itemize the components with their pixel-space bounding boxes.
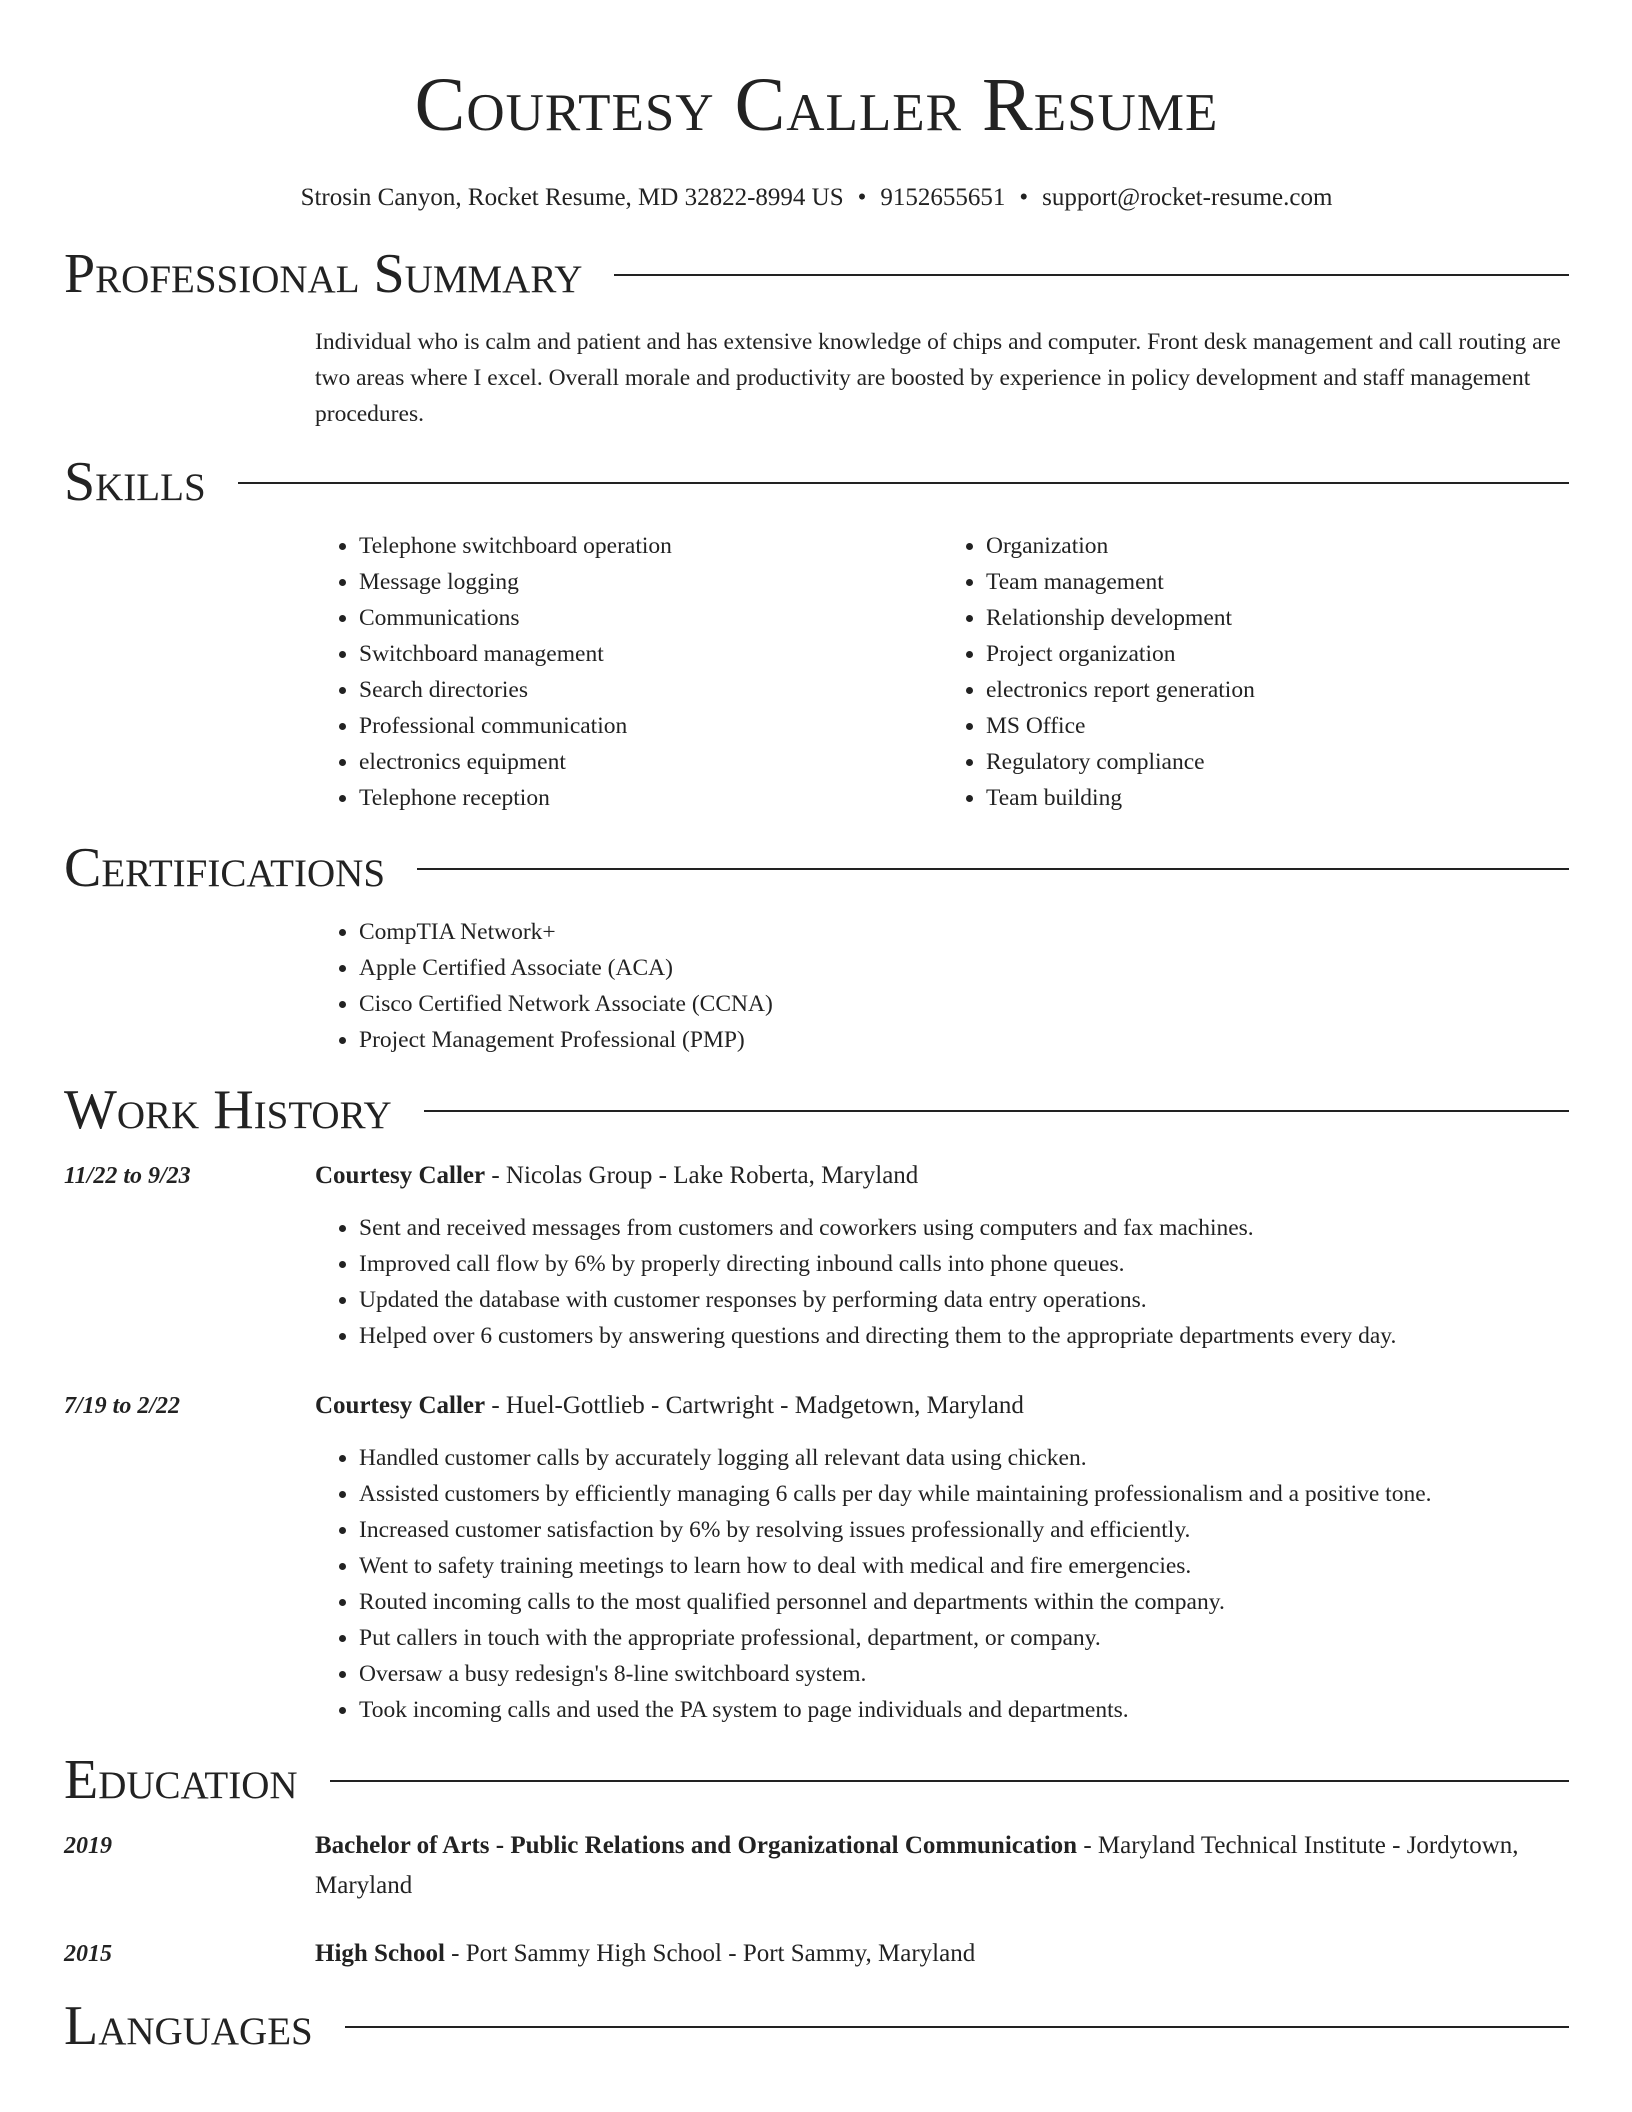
contact-email: support@rocket-resume.com — [1042, 184, 1333, 211]
work-history-section — [64, 1080, 1569, 1728]
job-employer: - Huel-Gottlieb - Cartwright - Madgetown, Maryland — [485, 1392, 1024, 1419]
skill-item: • Team building — [986, 780, 1569, 816]
skill-item: • Team management — [986, 564, 1569, 600]
education-year: 2015 — [64, 1941, 112, 1967]
job-bullet: • Routed incoming calls to the most qualified personnel and departments within the company. — [359, 1584, 1569, 1620]
skills-title: Skills — [64, 451, 206, 513]
certification-item: • CompTIA Network+ — [359, 914, 1569, 950]
job-body — [315, 1386, 1569, 1728]
job-bullet: • Assisted customers by efficiently managing 6 calls per day while maintaining professionalism and a positive tone. — [359, 1476, 1569, 1512]
section-heading — [64, 244, 1569, 304]
skill-item: • MS Office — [986, 708, 1569, 744]
skill-item: • Regulatory compliance — [986, 744, 1569, 780]
skills-list-left — [315, 528, 942, 816]
section-divider — [238, 482, 1569, 484]
skill-item: • Telephone reception — [359, 780, 942, 816]
job-bullet: • Updated the database with customer responses by performing data entry operations. — [359, 1282, 1569, 1318]
skill-item: • electronics equipment — [359, 744, 942, 780]
section-divider — [614, 274, 1569, 276]
job-title-line — [315, 1386, 1569, 1426]
section-heading — [64, 1750, 1569, 1810]
education-school: - Maryland Technical Institute - Jordytown, Maryland — [315, 1832, 1519, 1899]
skill-item: • Professional communication — [359, 708, 942, 744]
section-divider — [330, 1780, 1569, 1782]
certification-item: • Project Management Professional (PMP) — [359, 1022, 1569, 1058]
contact-separator: • — [1019, 184, 1029, 211]
job-entry — [64, 1386, 1569, 1728]
skills-section — [64, 452, 1569, 816]
job-dates: 7/19 to 2/22 — [64, 1393, 181, 1419]
summary-title: Professional Summary — [64, 243, 583, 305]
skill-item: • Switchboard management — [359, 636, 942, 672]
languages-title: Languages — [64, 1995, 313, 2057]
job-bullet: • Put callers in touch with the appropriate professional, department, or company. — [359, 1620, 1569, 1656]
certifications-list-wrap — [315, 914, 1569, 1058]
skills-list-right — [942, 528, 1569, 816]
contact-phone: 9152655651 — [880, 184, 1006, 211]
skill-item: • Relationship development — [986, 600, 1569, 636]
contact-line — [64, 182, 1569, 214]
job-bullet: • Helped over 6 customers by answering questions and directing them to the appropriate departments every day. — [359, 1318, 1569, 1354]
section-divider — [417, 868, 1569, 870]
languages-section — [64, 1996, 1569, 2056]
contact-separator: • — [857, 184, 867, 211]
summary-section — [64, 244, 1569, 432]
job-bullet: • Improved call flow by 6% by properly directing inbound calls into phone queues. — [359, 1246, 1569, 1282]
work-history-title: Work History — [64, 1079, 392, 1141]
education-entry — [64, 1934, 1569, 1974]
education-entry — [64, 1826, 1569, 1906]
skill-item: • Message logging — [359, 564, 942, 600]
education-title-line — [315, 1934, 1569, 1974]
section-heading — [64, 1996, 1569, 2056]
contact-address: Strosin Canyon, Rocket Resume, MD 32822-8994 US — [300, 184, 844, 211]
education-body — [315, 1934, 1569, 1974]
skill-item: • Telephone switchboard operation — [359, 528, 942, 564]
job-bullets — [315, 1210, 1569, 1354]
job-role: Courtesy Caller — [315, 1392, 486, 1419]
job-bullet: • Went to safety training meetings to learn how to deal with medical and fire emergencies. — [359, 1548, 1569, 1584]
skill-item: • Organization — [986, 528, 1569, 564]
job-bullet: • Handled customer calls by accurately logging all relevant data using chicken. — [359, 1440, 1569, 1476]
education-title: Education — [64, 1749, 298, 1811]
section-heading — [64, 838, 1569, 898]
certifications-section — [64, 838, 1569, 1058]
skill-item: • Project organization — [986, 636, 1569, 672]
section-heading — [64, 452, 1569, 512]
job-entry — [64, 1156, 1569, 1354]
skill-item: • Communications — [359, 600, 942, 636]
resume-header — [64, 0, 1569, 214]
section-divider — [424, 1110, 1569, 1112]
job-dates: 11/22 to 9/23 — [64, 1163, 191, 1189]
skill-item: • electronics report generation — [986, 672, 1569, 708]
certification-item: • Cisco Certified Network Associate (CCNA) — [359, 986, 1569, 1022]
section-heading — [64, 1080, 1569, 1140]
skill-item: • Search directories — [359, 672, 942, 708]
certifications-title: Certifications — [64, 837, 386, 899]
education-degree: High School — [315, 1940, 445, 1967]
job-role: Courtesy Caller — [315, 1162, 486, 1189]
education-year: 2019 — [64, 1833, 112, 1859]
education-school: - Port Sammy High School - Port Sammy, Maryland — [444, 1940, 976, 1967]
section-divider — [345, 2026, 1569, 2028]
certifications-list — [315, 914, 1569, 1058]
job-employer: - Nicolas Group - Lake Roberta, Maryland — [485, 1162, 919, 1189]
education-title-line — [315, 1826, 1569, 1906]
summary-text: Individual who is calm and patient and has extensive knowledge of chips and computer. Front desk management and call routing are two areas where I excel. Overall morale and productivity are boosted by experience in policy development and staff management procedures. — [315, 329, 1561, 427]
job-body — [315, 1156, 1569, 1354]
certification-item: • Apple Certified Associate (ACA) — [359, 950, 1569, 986]
skills-grid — [315, 528, 1569, 816]
job-bullet: • Oversaw a busy redesign's 8-line switchboard system. — [359, 1656, 1569, 1692]
job-title-line — [315, 1156, 1569, 1196]
resume-title: Courtesy Caller Resume — [414, 63, 1219, 147]
job-bullet: • Increased customer satisfaction by 6% by resolving issues professionally and efficiently. — [359, 1512, 1569, 1548]
education-body — [315, 1826, 1569, 1906]
education-section — [64, 1750, 1569, 1974]
job-bullet: • Took incoming calls and used the PA system to page individuals and departments. — [359, 1692, 1569, 1728]
education-degree: Bachelor of Arts - Public Relations and Organizational Communication — [315, 1832, 1078, 1859]
job-bullets — [315, 1440, 1569, 1728]
job-bullet: • Sent and received messages from customers and coworkers using computers and fax machines. — [359, 1210, 1569, 1246]
